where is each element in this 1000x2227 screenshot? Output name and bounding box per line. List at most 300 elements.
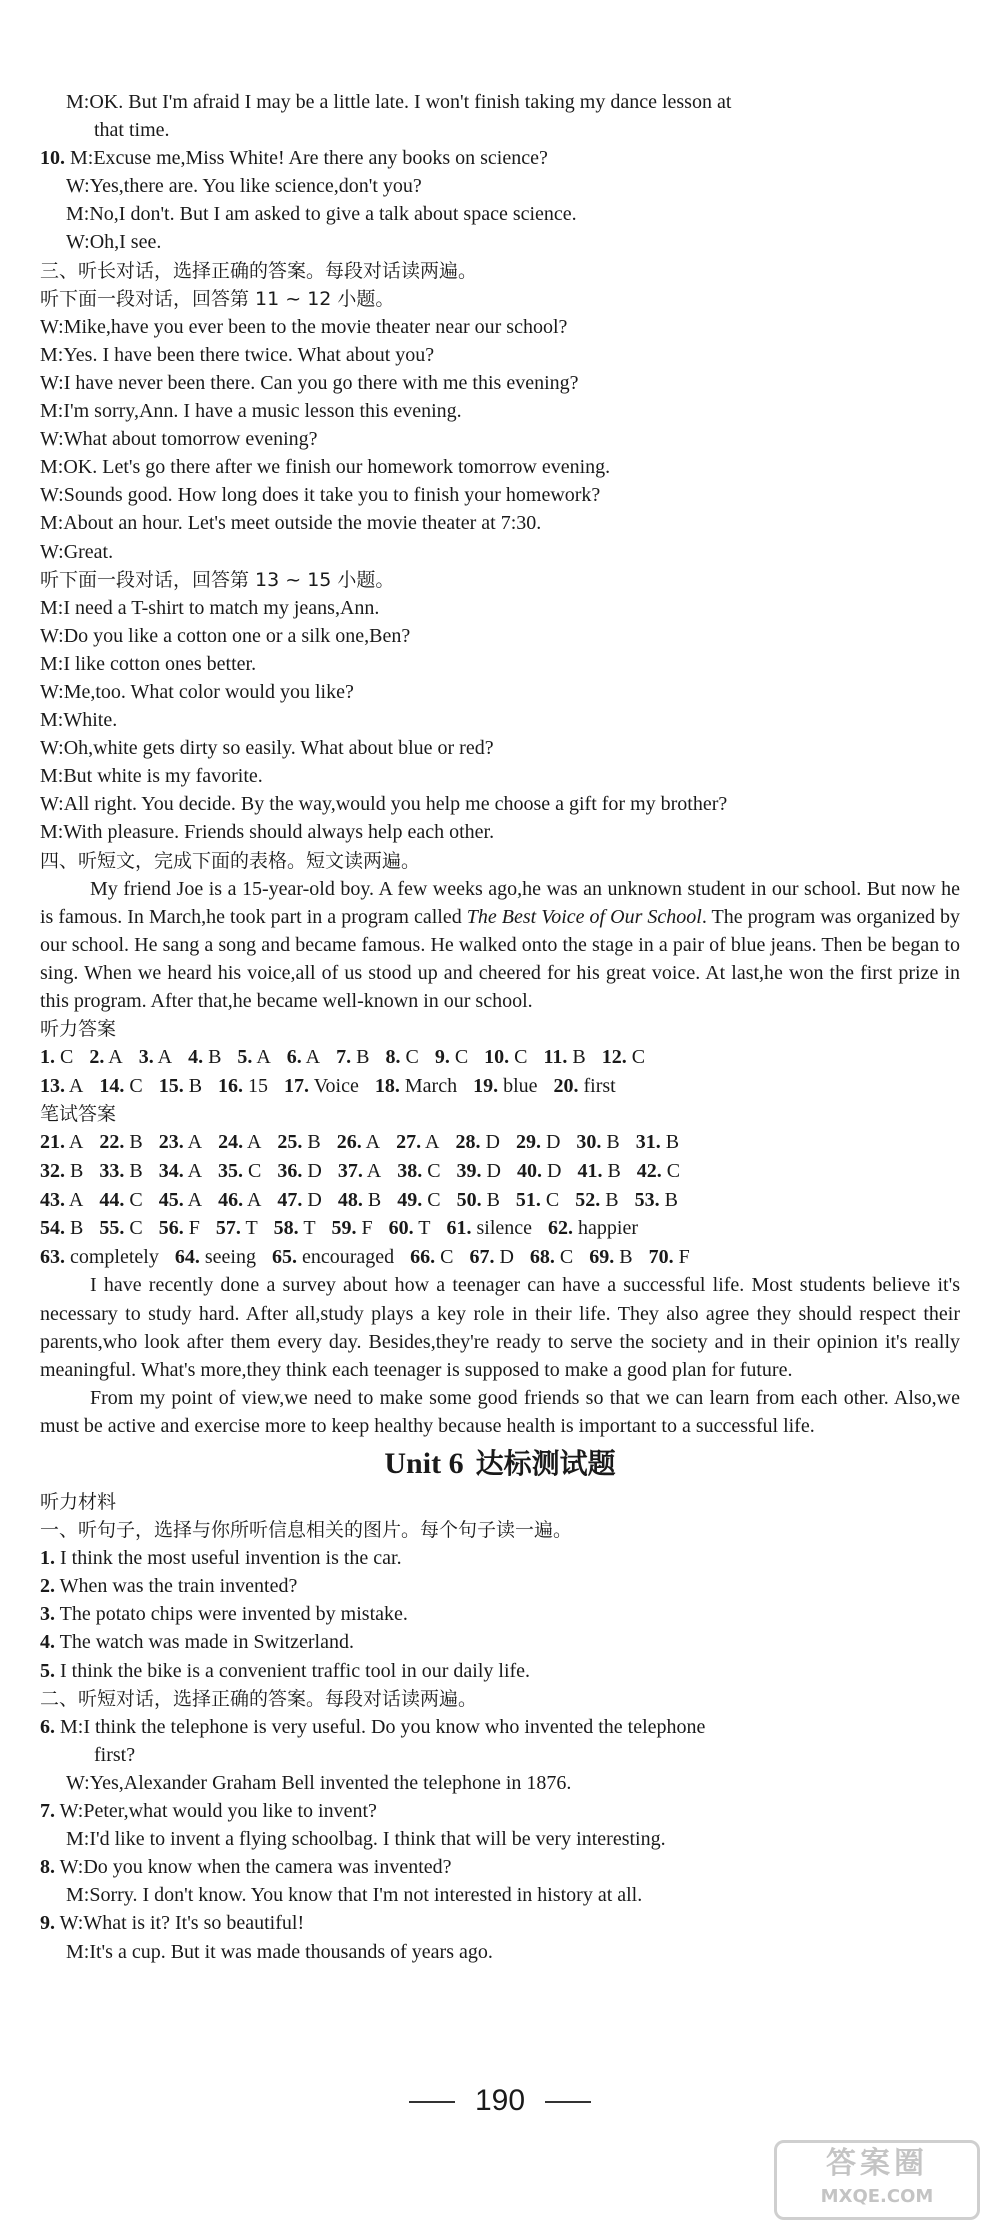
answer-value: C [427,1160,441,1183]
answer-item [635,1186,678,1215]
answer-item [389,1214,431,1243]
answer-value: happier [578,1217,639,1240]
answer-number: 26. [336,1131,362,1154]
listening-material-heading: 听力材料 [40,1491,117,1513]
answer-value: D [485,1131,500,1154]
dash-left [409,2101,455,2103]
dialogue-line: W:Oh,I see. [66,231,162,254]
answer-number: 32. [40,1160,65,1183]
answer-item [159,1214,200,1243]
answer-value: C [427,1188,441,1211]
answer-value: B [572,1046,586,1069]
answer-value: B [605,1188,619,1211]
answer-value: A [187,1160,203,1183]
answer-item [99,1214,142,1243]
answer-item [218,1128,261,1157]
answer-item [159,1128,202,1157]
dialogue-line: first? [94,1743,136,1766]
answer-number: 63. [40,1245,65,1268]
written-answers-heading: 笔试答案 [40,1103,117,1126]
unit6-section-1-items [40,1544,960,1684]
item-number: 1. [40,1547,55,1570]
written-answers-row [40,1243,960,1272]
dialogue-line: M:I think the telephone is very useful. Do you know who invented the telephone [60,1715,706,1738]
answer-item [272,1243,394,1272]
listening-answers-row [40,1072,960,1101]
answer-number: 10. [484,1046,510,1069]
listening-answers-heading: 听力答案 [40,1018,117,1041]
answer-item [40,1072,83,1101]
answer-item [139,1043,172,1072]
answer-number: 12. [601,1046,627,1069]
dialogue-item [40,1853,960,1881]
answer-number: 31. [635,1131,661,1154]
answer-item [338,1186,381,1215]
written-answers-block [40,1128,960,1271]
dialogue-line: that time. [94,119,170,142]
answer-item [577,1157,620,1186]
answer-value: C [248,1160,262,1183]
sentence-item [40,1544,960,1572]
passage-paragraph [40,875,960,1015]
answer-value: T [303,1217,316,1240]
answer-number: 43. [40,1188,65,1211]
answer-value: C [129,1188,143,1211]
dialogue-line: W:Yes,there are. You like science,don't you? [66,175,422,198]
answer-value: completely [70,1245,159,1268]
answer-number: 9. [434,1046,450,1069]
answer-number: 39. [456,1160,482,1183]
dialogue-line: W:Me,too. What color would you like? [40,680,354,703]
dialogue-line: M:I'd like to invent a flying schoolbag. I think that will be very interesting. [66,1828,666,1851]
sentence-item [40,1628,960,1656]
answer-item [216,1214,258,1243]
answer-number: 55. [99,1217,125,1240]
section-3-part1-dialogue [40,313,960,566]
answer-value: silence [476,1217,533,1240]
dialogue-line: M:OK. Let's go there after we finish our homework tomorrow evening. [40,456,611,479]
answer-item [159,1072,202,1101]
answer-value: Voice [313,1074,359,1097]
dialogue-line: M:Yes. I have been there twice. What about you? [40,343,435,366]
answer-item [516,1128,560,1157]
answer-item [40,1043,73,1072]
answer-item [89,1043,122,1072]
answer-number: 67. [469,1245,495,1268]
answer-item [517,1157,561,1186]
written-answers-row [40,1128,960,1157]
answer-number: 36. [277,1160,303,1183]
item-text: When was the train invented? [59,1575,298,1598]
answer-number: 30. [576,1131,602,1154]
dialogue-line: W:Mike,have you ever been to the movie theater near our school? [40,315,568,338]
dialogue-line: M:I need a T-shirt to match my jeans,Ann. [40,596,380,619]
essay-paragraph: I have recently done a survey about how a teenager can have a successful life. Most students believe it's necessary to study hard. After all,study plays a key role in their life. They also agree they should respect their parents,who look after them every day. Besides,they're ready to serve the society and in their opinion it's really meaningful. What's more,they think each teenager is supposed to make a good plan for future. [40,1274,960,1381]
answer-value: first [583,1074,616,1097]
answer-value: 15 [248,1074,269,1097]
answer-number: 17. [284,1074,310,1097]
answer-value: T [245,1217,258,1240]
written-answers-row [40,1157,960,1186]
answer-number: 34. [158,1160,184,1183]
dialogue-line: M:But white is my favorite. [40,765,263,788]
dialogue-line: M:I'm sorry,Ann. I have a music lesson this evening. [40,400,462,423]
answer-number: 27. [396,1131,422,1154]
answer-item [99,1128,142,1157]
dialogue-line: M:Sorry. I don't know. You know that I'm not interested in history at all. [66,1884,643,1907]
answer-item [397,1157,440,1186]
section-3-part2-dialogue [40,594,960,847]
page-number [0,2084,1000,2118]
answer-value: F [361,1217,373,1240]
question-number: 10. [40,147,65,170]
answer-number: 5. [237,1046,253,1069]
answer-item [332,1214,373,1243]
dialogue-line: M:No,I don't. But I am asked to give a talk about space science. [66,203,577,226]
answer-item [455,1128,499,1157]
written-answers-row [40,1214,960,1243]
answer-item [457,1157,501,1186]
watermark-line1: 答案圈 [826,2146,928,2181]
section-3-part1-intro: 听下面一段对话，回答第 11 ~ 12 小题。 [40,287,395,310]
item-number: 8. [40,1856,55,1879]
answer-item [40,1157,83,1186]
answer-number: 14. [99,1074,125,1097]
question-10 [40,144,960,172]
answer-value: B [188,1074,203,1097]
answer-item [375,1072,457,1101]
answer-item [277,1186,321,1215]
unit-title [40,1442,960,1486]
dialogue-line: M:I like cotton ones better. [40,652,257,675]
answer-item [589,1243,632,1272]
watermark-line2: MXQE.COM [820,2186,934,2207]
answer-item [218,1157,261,1186]
answer-number: 51. [515,1188,541,1211]
answer-value: D [307,1160,322,1183]
answer-item [548,1214,638,1243]
answer-number: 46. [218,1188,244,1211]
unit6-section-2-heading: 二、听短对话，选择正确的答案。每段对话读两遍。 [40,1687,478,1710]
answer-number: 29. [515,1131,541,1154]
answer-item [473,1072,537,1101]
item-text: I think the most useful invention is the car. [60,1547,402,1570]
written-answers-row [40,1186,960,1215]
dialogue-item [40,1713,960,1741]
answer-value: C [454,1046,469,1069]
answer-value: A [68,1188,84,1211]
answer-value: D [307,1188,322,1211]
answer-number: 54. [40,1217,65,1240]
answer-item [636,1128,679,1157]
answer-item [237,1043,270,1072]
answer-number: 49. [397,1188,423,1211]
dialogue-line: M:OK. But I'm afraid I may be a little late. I won't finish taking my dance lesson at [66,91,732,113]
dialogue-line: M:White. [40,709,118,732]
answer-item [159,1186,202,1215]
answer-value: A [425,1131,440,1154]
answer-value: C [129,1217,143,1240]
answer-item [435,1043,468,1072]
answer-value: C [631,1046,646,1069]
dialogue-line: M:Excuse me,Miss White! Are there any books on science? [70,147,548,170]
answer-item [175,1243,256,1272]
answer-value: A [187,1188,203,1211]
answer-number: 37. [337,1160,363,1183]
answer-item [469,1243,513,1272]
answer-number: 7. [336,1046,352,1069]
answer-number: 6. [286,1046,302,1069]
section-4-heading: 四、听短文，完成下面的表格。短文读两遍。 [40,849,421,872]
answer-value: C [60,1046,74,1069]
answer-number: 41. [577,1160,603,1183]
answer-number: 8. [385,1046,401,1069]
answer-item [40,1243,159,1272]
answer-number: 62. [548,1217,574,1240]
answer-number: 35. [218,1160,244,1183]
dialogue-line: W:Oh,white gets dirty so easily. What about blue or red? [40,737,494,760]
answer-item [649,1243,690,1272]
dialogue-line: W:Do you like a cotton one or a silk one,Ben? [40,624,411,647]
answer-value: A [68,1131,84,1154]
answer-value: A [187,1131,203,1154]
answer-item [575,1186,618,1215]
answer-number: 57. [215,1217,241,1240]
answer-number: 47. [277,1188,303,1211]
answer-number: 42. [636,1160,662,1183]
answer-value: B [70,1217,84,1240]
answer-number: 13. [40,1074,65,1097]
answer-value: D [547,1160,562,1183]
answer-number: 66. [410,1245,436,1268]
item-text: The potato chips were invented by mistake. [59,1603,408,1626]
answer-item [40,1186,83,1215]
answer-number: 15. [158,1074,184,1097]
answer-item [218,1186,261,1215]
answer-item [637,1157,680,1186]
answer-number: 1. [40,1046,55,1069]
answer-value: A [305,1046,321,1069]
unit-title-en: Unit 6 [384,1447,464,1480]
answer-item [410,1243,453,1272]
answer-number: 20. [553,1074,579,1097]
sentence-item [40,1600,960,1628]
answer-value: T [418,1217,431,1240]
dialogue-line: W:What about tomorrow evening? [40,428,318,451]
answer-number: 4. [188,1046,204,1069]
answer-number: 33. [99,1160,125,1183]
answer-item [516,1186,559,1215]
dash-right [545,2101,591,2103]
answer-item [284,1072,359,1101]
answer-value: B [486,1188,500,1211]
unit6-section-2-items [40,1713,960,1966]
answer-value: March [404,1074,458,1097]
dialogue-line: M:With pleasure. Friends should always help each other. [40,821,495,844]
answer-number: 53. [634,1188,660,1211]
answer-number: 58. [273,1217,299,1240]
answer-value: seeing [204,1245,256,1268]
answer-number: 44. [99,1188,125,1211]
answer-value: C [545,1188,560,1211]
sentence-item [40,1572,960,1600]
section-3-heading: 三、听长对话，选择正确的答案。每段对话读两遍。 [40,259,478,282]
item-number: 3. [40,1603,55,1626]
answer-value: C [405,1046,419,1069]
answer-value: encouraged [301,1245,395,1268]
answer-number: 21. [40,1131,65,1154]
dialogue-line: W:Great. [40,540,114,563]
answer-value: B [307,1131,321,1154]
answer-number: 19. [473,1074,499,1097]
dialogue-line: M:About an hour. Let's meet outside the movie theater at 7:30. [40,512,542,535]
answer-number: 48. [337,1188,363,1211]
program-title: The Best Voice of Our School [466,905,702,928]
answer-item [287,1043,320,1072]
unit-title-cn: 达标测试题 [475,1447,616,1480]
answer-item [99,1186,142,1215]
answer-value: C [440,1245,454,1268]
item-number: 5. [40,1659,55,1682]
answer-value: A [246,1188,262,1211]
answer-value: A [256,1046,271,1069]
dialogue-line: W:I have never been there. Can you go there with me this evening? [40,371,579,394]
answer-number: 2. [89,1046,105,1069]
answer-value: B [606,1131,620,1154]
answer-item [447,1214,533,1243]
answer-item [277,1157,321,1186]
passage-text: . The program was organized by our school. He sang a song and became famous. He walked onto the stage in a pair of blue jeans. Then be began to sing. When we heard his voice,all of us stood up and cheered for his great voice. At last,he won the first prize in this program. After that,he became well-known in our school. [40,905,960,1012]
page-content [40,88,960,1966]
answer-number: 64. [174,1245,200,1268]
answer-value: D [545,1131,561,1154]
answer-value: A [108,1046,123,1069]
answer-item [99,1157,142,1186]
answer-value: A [365,1131,381,1154]
answer-number: 16. [218,1074,244,1097]
dialogue-item [40,1909,960,1937]
answer-value: D [499,1245,514,1268]
answer-item [484,1043,527,1072]
answer-value: B [664,1188,678,1211]
answer-number: 61. [446,1217,472,1240]
answer-value: D [486,1160,501,1183]
item-number: 7. [40,1800,55,1823]
dialogue-line: W:Yes,Alexander Graham Bell invented the telephone in 1876. [66,1771,572,1794]
answer-item [337,1128,380,1157]
answer-number: 22. [99,1131,125,1154]
answer-item [274,1214,316,1243]
answer-item [457,1186,500,1215]
item-number: 4. [40,1631,55,1654]
answer-item [544,1043,586,1072]
answer-item [336,1043,369,1072]
answer-number: 45. [158,1188,184,1211]
page-number-text: 190 [474,2084,526,2117]
answer-value: A [157,1046,173,1069]
answer-value: B [129,1160,143,1183]
answer-value: C [559,1245,574,1268]
answer-value: B [208,1046,222,1069]
answer-number: 68. [529,1245,555,1268]
answer-value: B [619,1245,633,1268]
answer-item [99,1072,142,1101]
answer-value: F [678,1245,690,1268]
answer-item [40,1128,83,1157]
answer-value: C [129,1074,143,1097]
answer-number: 38. [397,1160,423,1183]
answer-value: B [367,1188,382,1211]
answer-value: B [356,1046,370,1069]
answer-item [338,1157,381,1186]
item-text: I think the bike is a convenient traffic tool in our daily life. [60,1659,531,1682]
answer-value: B [129,1131,143,1154]
answer-value: B [70,1160,84,1183]
answer-item [554,1072,616,1101]
answer-item [218,1072,268,1101]
answer-value: A [366,1160,382,1183]
dialogue-line: M:It's a cup. But it was made thousands of years ago. [66,1940,493,1963]
answer-number: 11. [543,1046,568,1069]
answer-item [40,1214,83,1243]
answer-value: C [666,1160,681,1183]
answer-value: B [665,1131,680,1154]
dialogue-line: W:Peter,what would you like to invent? [59,1800,377,1823]
section-3-part2-intro: 听下面一段对话，回答第 13 ~ 15 小题。 [40,568,395,591]
answer-item [159,1157,202,1186]
item-number: 6. [40,1715,55,1738]
item-number: 2. [40,1575,55,1598]
answer-number: 59. [331,1217,357,1240]
listening-answers-row [40,1043,960,1072]
answer-value: A [68,1074,84,1097]
answer-number: 52. [575,1188,601,1211]
answer-item [530,1243,573,1272]
answer-number: 50. [456,1188,482,1211]
answer-number: 24. [218,1131,244,1154]
watermark-logo [774,2140,980,2220]
dialogue-line: W:Sounds good. How long does it take you to finish your homework? [40,484,601,507]
dialogue-line: W:All right. You decide. By the way,would you help me choose a gift for my brother? [40,793,728,816]
answer-item [385,1043,418,1072]
essay-paragraph: From my point of view,we need to make some good friends so that we can learn from each other. Also,we must be active and exercise more to keep healthy because health is important to a successful life. [40,1386,960,1437]
item-text: The watch was made in Switzerland. [59,1631,354,1654]
answer-number: 65. [271,1245,297,1268]
unit6-section-1-heading: 一、听句子，选择与你所听信息相关的图片。每个句子读一遍。 [40,1519,573,1542]
answer-number: 18. [374,1074,400,1097]
answer-item [602,1043,645,1072]
answer-number: 25. [277,1131,303,1154]
dialogue-line: W:What is it? It's so beautiful! [59,1912,305,1935]
answer-number: 69. [589,1245,615,1268]
answer-item [188,1043,221,1072]
answer-number: 56. [158,1217,184,1240]
dialogue-line: W:Do you know when the camera was invented? [59,1856,452,1879]
answer-value: blue [503,1074,538,1097]
answer-number: 70. [648,1245,674,1268]
answer-value: A [246,1131,262,1154]
answer-item [576,1128,619,1157]
answer-item [277,1128,320,1157]
answer-number: 40. [517,1160,542,1183]
answer-number: 60. [388,1217,414,1240]
answer-value: C [514,1046,528,1069]
answer-item [396,1128,439,1157]
item-number: 9. [40,1912,55,1935]
answer-value: B [607,1160,621,1183]
answer-value: F [188,1217,200,1240]
answer-number: 3. [138,1046,154,1069]
